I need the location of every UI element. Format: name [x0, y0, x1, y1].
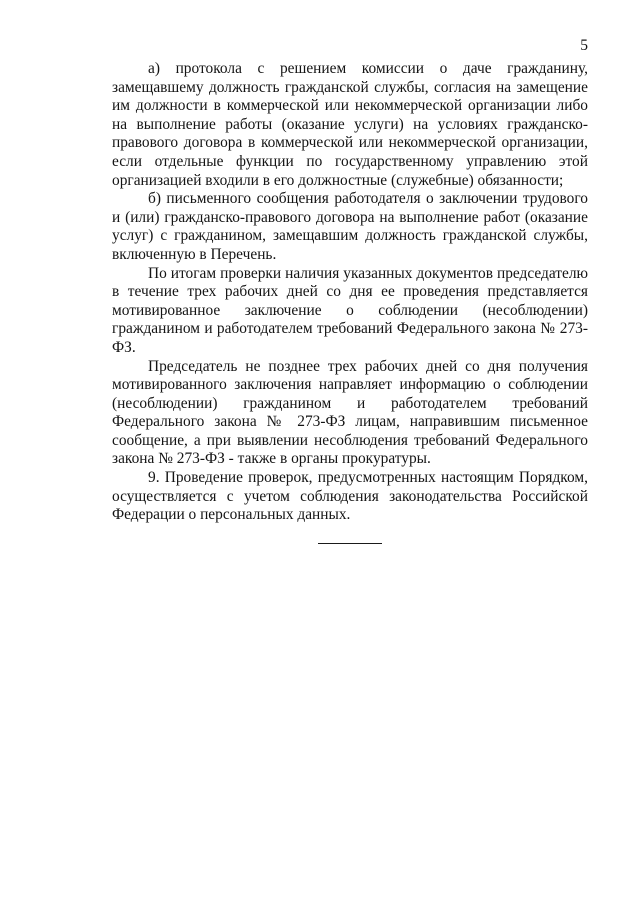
document-body	[112, 60, 588, 525]
paragraph-review-results: По итогам проверки наличия указанных документов председателю в течение трех рабочих дней со дня ее проведения представляется мотивированное заключение о соблюдении (несоблюдении) гражданином и работодателем требований Федерального закона № 273-ФЗ.	[112, 264, 588, 356]
page-number: 5	[580, 37, 588, 54]
paragraph-chairman-notice: Председатель не позднее трех рабочих дней со дня получения мотивированного заключения направляет информацию о соблюдении (несоблюдении) гражданином и работодателем требований Федерального закона № 273-ФЗ лицам, направившим письменное сообщение, а при выявлении несоблюдения требований Федерального закона № 273-ФЗ - также в органы прокуратуры.	[112, 357, 588, 468]
paragraph-a: а) протокола с решением комиссии о даче гражданину, замещавшему должность гражданской службы, согласия на замещение им должности в коммерческой или некоммерческой организации либо на выполнение работы (оказание услуги) на условиях гражданско-правового договора в коммерческой или некоммерческой организации, если отдельные функции по государственному управлению этой организацией входили в его должностные (служебные) обязанности;	[112, 60, 588, 189]
end-of-document-rule	[318, 543, 382, 544]
paragraph-9: 9. Проведение проверок, предусмотренных настоящим Порядком, осуществляется с учетом соблюдения законодательства Российской Федерации о персональных данных.	[112, 469, 588, 524]
paragraph-b: б) письменного сообщения работодателя о заключении трудового и (или) гражданско-правового договора на выполнение работ (оказание услуг) с гражданином, замещавшим должность гражданской службы, включенную в Перечень.	[112, 190, 588, 263]
